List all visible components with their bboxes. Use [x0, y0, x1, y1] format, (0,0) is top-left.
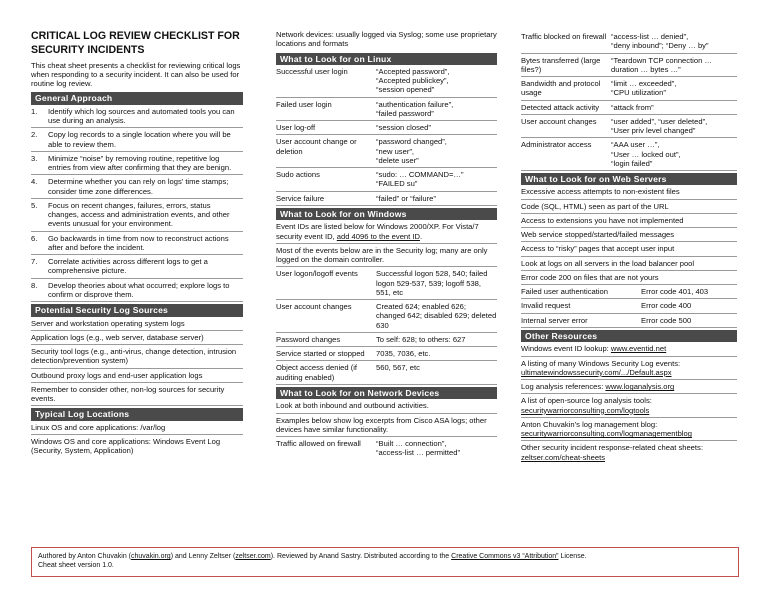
loganalysis-link[interactable]: www.loganalysis.org: [605, 382, 675, 392]
table-row: Service started or stopped 7035, 7036, etc.: [276, 347, 497, 361]
list-item: Windows OS and core applications: Windows Event Log (Security, System, Application): [31, 436, 221, 456]
intro-text: This cheat sheet presents a checklist for reviewing critical logs when responding to a security incident. It can also be used for routine log review.: [31, 60, 241, 89]
table-row: Traffic blocked on firewall “access-list … denied”, “deny inbound”; “Deny … by”: [521, 30, 737, 54]
chuvakin-link[interactable]: chuvakin.org: [131, 553, 171, 560]
resource-item: Log analysis references: www.loganalysis.org: [521, 380, 737, 394]
footer-version: Cheat sheet version 1.0.: [38, 562, 114, 570]
logmanagementblog-link[interactable]: securitywarriorconsulting.com/logmanagementblog: [521, 429, 692, 439]
footer-authors: Authored by Anton Chuvakin (chuvakin.org) and Lenny Zeltser (zeltser.com). Reviewed by Anand Sastry. Distributed according to the Creative Commons v3 “Attribution” License.: [38, 553, 587, 560]
table-row: Traffic allowed on firewall “Built … connection”, “access-list … permitted”: [276, 439, 460, 458]
section-heading-log-locations: Typical Log Locations: [31, 408, 243, 420]
list-item: Error code 200 on files that are not yours: [521, 271, 737, 285]
list-item: Outbound proxy logs and end-user application logs: [31, 369, 243, 383]
table-row: User logon/logoff events Successful logon 528, 540; failed logon 529-537, 539; logoff 538, 551, etc: [276, 267, 497, 300]
table-row: Sudo actions “sudo: … COMMAND=…” “FAILED su”: [276, 168, 497, 192]
table-row: Bandwidth and protocol usage “limit … exceeded”, “CPU utilization”: [521, 77, 737, 101]
list-item: Excessive access attempts to non-existent files: [521, 185, 737, 199]
list-item: 1. Identify which log sources and automated tools you can use during an analysis.: [31, 105, 243, 129]
list-item: Access to “risky” pages that accept user input: [521, 242, 737, 256]
table-row: User account changes Created 624; enabled 626; changed 642; disabled 629; deleted 630: [276, 300, 497, 333]
list-item: Application logs (e.g., web server, database server): [31, 331, 243, 345]
list-item: Remember to consider other, non-log sources for security events.: [31, 383, 243, 407]
eventid-link[interactable]: www.eventid.net: [610, 344, 667, 354]
list-item: 6. Go backwards in time from now to reconstruct actions after and before the incident.: [31, 232, 243, 256]
table-row: Failed user authentication Error code 401, 403: [521, 285, 737, 299]
resource-item: A listing of many Windows Security Log events: ultimatewindowssecurity.com/.../Default.aspx: [521, 357, 737, 381]
creative-commons-link[interactable]: Creative Commons v3 “Attribution”: [451, 553, 559, 560]
page-title: CRITICAL LOG REVIEW CHECKLIST FOR SECURITY INCIDENTS: [31, 30, 240, 56]
table-row: Successful user login “Accepted password”, “Accepted publickey”, “session opened”: [276, 65, 497, 98]
list-item: Web service stopped/started/failed messages: [521, 228, 737, 242]
event-id-link[interactable]: add 4096 to the event ID: [336, 231, 420, 241]
table-row: Bytes transferred (large files?) “Teardown TCP connection … duration … bytes …”: [521, 54, 737, 78]
list-item: Access to extensions you have not implemented: [521, 214, 737, 228]
resource-item: Windows event ID lookup: www.eventid.net: [521, 342, 737, 356]
list-item: Look at logs on all servers in the load balancer pool: [521, 257, 737, 271]
list-item: Security tool logs (e.g., anti-virus, change detection, intrusion detection/prevention system): [31, 345, 243, 369]
list-item: 7. Correlate activities across different logs to get a comprehensive picture.: [31, 255, 243, 279]
list-item: Code (SQL, HTML) seen as part of the URL: [521, 200, 737, 214]
table-row: User account change or deletion “password changed”, “new user”, “delete user”: [276, 135, 497, 168]
section-heading-other-resources: Other Resources: [521, 330, 737, 342]
list-item: Linux OS and core applications: /var/log: [31, 421, 243, 435]
table-row: User account changes “user added”, “user deleted”, “User priv level changed”: [521, 115, 737, 139]
section-heading-network-devices: What to Look for on Network Devices: [276, 387, 497, 399]
zeltser-link[interactable]: zeltser.com: [235, 553, 271, 560]
table-row: Invalid request Error code 400: [521, 299, 737, 313]
section-heading-general-approach: General Approach: [31, 92, 243, 104]
table-row: Detected attack activity “attack from”: [521, 101, 737, 115]
network-note: Look at both inbound and outbound activities.: [276, 399, 497, 413]
network-note: Examples below show log excerpts from Cisco ASA logs; other devices have similar functionality.: [276, 414, 497, 438]
column-middle: [276, 30, 497, 460]
section-heading-log-sources: Potential Security Log Sources: [31, 304, 243, 316]
list-item: 2. Copy log records to a single location where you will be able to review them.: [31, 128, 243, 152]
table-row: Object access denied (if auditing enabled) 560, 567, etc: [276, 361, 497, 385]
logtools-link[interactable]: securitywarriorconsulting.com/logtools: [521, 405, 650, 415]
section-heading-linux: What to Look for on Linux: [276, 53, 497, 65]
list-item: 8. Develop theories about what occurred; explore logs to confirm or disprove them.: [31, 279, 243, 303]
list-item: Network devices: usually logged via Syslog; some use proprietary locations and formats: [276, 30, 497, 49]
table-row: Password changes To self: 628; to others: 627: [276, 333, 497, 347]
table-row: Service failure “failed” or “failure”: [276, 192, 497, 206]
ultimatewindowssecurity-link[interactable]: ultimatewindowssecurity.com/.../Default.aspx: [521, 367, 672, 377]
column-right: [521, 30, 737, 464]
general-approach-list: [31, 105, 243, 302]
table-row: Administrator access “AAA user …”, “User … locked out”, “login failed”: [521, 138, 737, 171]
table-row: Failed user login “authentication failure”, “failed password”: [276, 98, 497, 122]
cheat-sheets-link[interactable]: zeltser.com/cheat-sheets: [521, 452, 605, 462]
resource-item: Anton Chuvakin’s log management blog: securitywarriorconsulting.com/logmanagementblog: [521, 418, 737, 442]
list-item: 3. Minimize “noise” by removing routine, repetitive log entries from view after confirming that they are benign.: [31, 152, 243, 176]
list-item: Server and workstation operating system logs: [31, 317, 243, 331]
table-row: User log-off “session closed”: [276, 121, 497, 135]
resource-item: A list of open-source log analysis tools: securitywarriorconsulting.com/logtools: [521, 394, 737, 418]
table-row: Internal server error Error code 500: [521, 314, 737, 328]
resource-item: Other security incident response-related cheat sheets: zeltser.com/cheat-sheets: [521, 443, 703, 462]
list-item: 4. Determine whether you can rely on logs’ time stamps; consider time zone differences.: [31, 175, 243, 199]
footer-credits: [31, 547, 739, 577]
section-heading-web-servers: What to Look for on Web Servers: [521, 173, 737, 185]
section-heading-windows: What to Look for on Windows: [276, 208, 497, 220]
list-item: 5. Focus on recent changes, failures, errors, status changes, access and administration events, and other events unusual for your environment.: [31, 199, 243, 232]
windows-note: Most of the events below are in the Security log; many are only logged on the domain controller.: [276, 244, 497, 268]
windows-note: Event IDs are listed below for Windows 2000/XP. For Vista/7 security event ID, add 4096 to the event ID.: [276, 220, 497, 244]
column-left: [31, 30, 243, 457]
